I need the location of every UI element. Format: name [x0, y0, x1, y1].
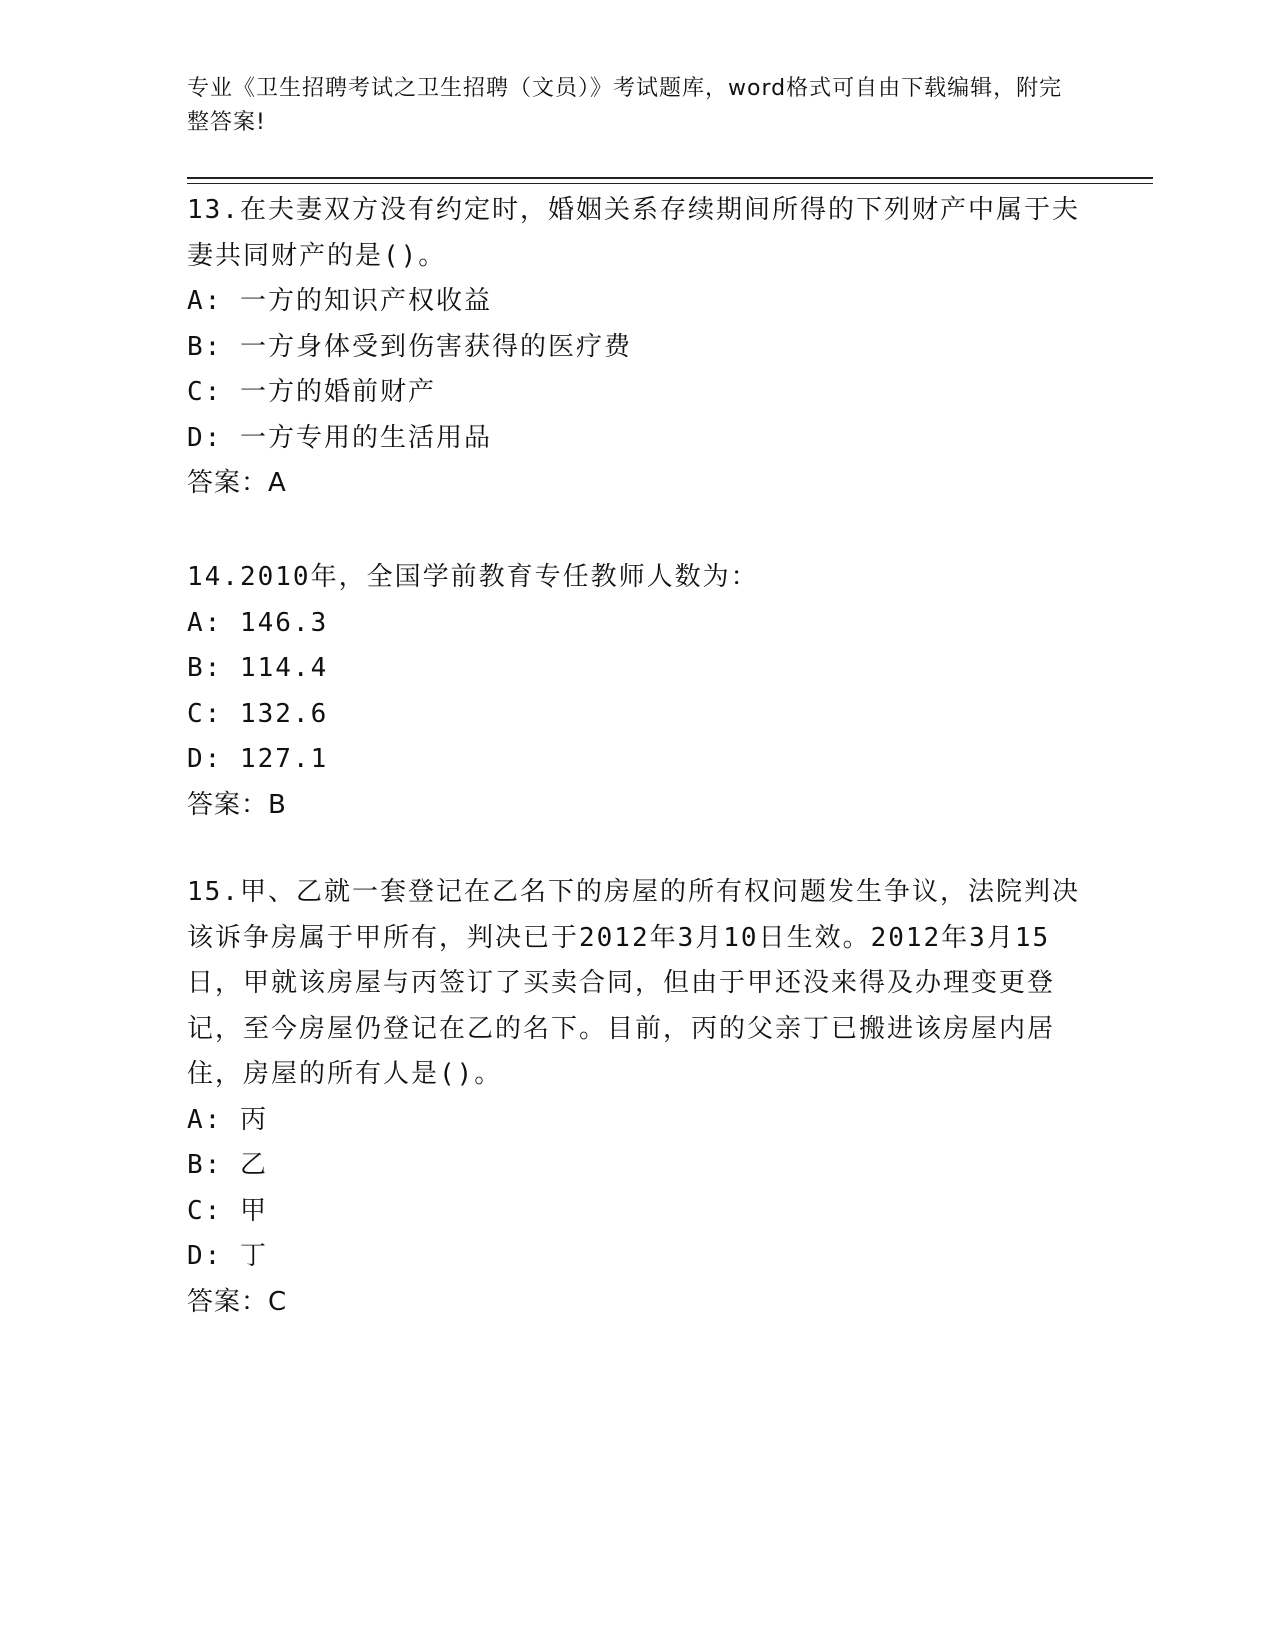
answer-line: 答案：B [187, 789, 287, 820]
option-a: A: 丙 [187, 1104, 268, 1135]
answer-line: 答案：A [187, 468, 287, 498]
option-d: D: 一方专用的生活用品 [187, 422, 492, 453]
question-stem: 15.甲、乙就一套登记在乙名下的房屋的所有权问题发生争议，法院判决该诉争房属于甲所有，判决已于2012年3月10日生效。2012年3月15日，甲就该房屋与丙签订了买卖合同，但由于甲还没来得及办理变更登记，至今房屋仍登记在乙的名下。目前，丙的父亲丁已搬进该房屋内居住，房屋的所有人是()。 [187, 877, 1080, 1089]
question-14 [187, 555, 1087, 828]
option-b: B: 114.4 [187, 653, 329, 683]
question-13 [187, 188, 1087, 507]
option-a: A: 一方的知识产权收益 [187, 286, 492, 316]
option-c: C: 132.6 [187, 698, 329, 729]
answer-line: 答案：C [187, 1286, 288, 1317]
option-b: B: 乙 [187, 1150, 268, 1180]
option-c: C: 甲 [187, 1195, 268, 1226]
option-d: D: 丁 [187, 1241, 268, 1271]
option-a: A: 146.3 [187, 607, 329, 638]
question-15 [187, 870, 1087, 1325]
header-divider-thin [187, 183, 1153, 184]
document-header: 专业《卫生招聘考试之卫生招聘（文员）》考试题库，word格式可自由下载编辑，附完整答案! [187, 76, 1063, 135]
option-c: C: 一方的婚前财产 [187, 377, 436, 407]
option-d: D: 127.1 [187, 744, 329, 774]
header-divider-thick [187, 177, 1153, 179]
option-b: B: 一方身体受到伤害获得的医疗费 [187, 331, 632, 362]
question-stem: 14.2010年，全国学前教育专任教师人数为： [187, 562, 759, 592]
question-stem: 13.在夫妻双方没有约定时，婚姻关系存续期间所得的下列财产中属于夫妻共同财产的是()。 [187, 195, 1080, 271]
